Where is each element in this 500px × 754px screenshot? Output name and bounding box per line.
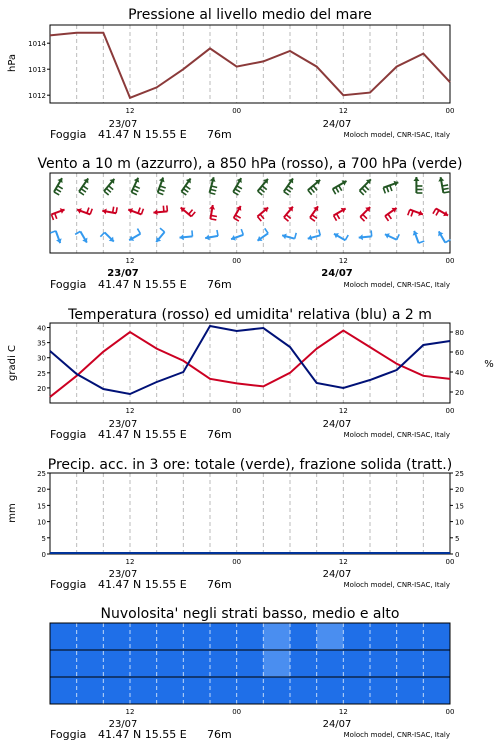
wind-coords: 41.47 N 15.55 E [98, 278, 187, 291]
cloud-cell [77, 623, 104, 650]
wind-head [413, 177, 419, 181]
wind-feather [113, 207, 114, 213]
cloud-date-2: 24/07 [322, 719, 352, 730]
precip-coords: 41.47 N 15.55 E [98, 578, 187, 591]
cloud-cell [183, 623, 210, 650]
wind-feather [81, 189, 86, 192]
y2-tick-label: 40 [455, 369, 464, 377]
wind-barbs [50, 177, 450, 243]
y-tick-label-right: 15 [455, 502, 464, 511]
wind-feather [141, 209, 143, 215]
cloud-cell [290, 623, 317, 650]
x-tick-label: 12 [338, 558, 348, 566]
wind-barb [233, 178, 242, 195]
precip-frame [50, 473, 450, 554]
cloud-cell [370, 623, 397, 650]
y-tick-label: 1013 [28, 66, 46, 75]
wind-feather [160, 228, 165, 232]
x-tick-label: 00 [232, 558, 242, 566]
temp-coords: 41.47 N 15.55 E [98, 428, 187, 441]
wind-barb [385, 208, 396, 221]
wind-head [359, 234, 363, 240]
wind-barb [104, 179, 114, 195]
temp-credit: Moloch model, CNR-ISAC, Italy [343, 431, 450, 439]
wind-feather [360, 191, 364, 195]
cloud-cell [263, 623, 290, 650]
wind-feather [50, 231, 56, 233]
cloud-cell [397, 650, 424, 677]
temp-ylabel: gradi C [7, 345, 18, 381]
wind-xticks [126, 257, 455, 265]
wind-barb [257, 208, 268, 222]
pressure-xticks [126, 107, 455, 115]
wind-feather [55, 213, 57, 219]
wind-feather [436, 210, 439, 215]
wind-feather [158, 193, 164, 195]
wind-feather [336, 187, 339, 192]
temp-gridlines [77, 323, 424, 403]
x-tick-label: 12 [125, 708, 135, 716]
wind-barb [100, 232, 113, 241]
y2-tick-label: 60 [455, 349, 464, 357]
cloud-cell [343, 650, 370, 677]
wind-feather [360, 217, 364, 221]
x-tick-label: 00 [445, 407, 455, 415]
wind-feather [333, 189, 336, 194]
wind-feather [100, 232, 104, 236]
cloud-panel [50, 606, 454, 741]
precip-date-1: 23/07 [108, 569, 138, 580]
wind-feather [87, 208, 89, 214]
wind-feather [442, 185, 448, 186]
wind-barb [131, 178, 139, 195]
pressure-title: Pressione al livello medio del mare [128, 7, 372, 23]
y-tick-label-right: 5 [455, 534, 460, 543]
wind-feather [51, 214, 53, 220]
wind-barb [334, 208, 346, 221]
wind-feather [83, 186, 88, 189]
wind-feather [106, 188, 111, 192]
precip-gridlines [77, 473, 424, 554]
wind-barb [129, 229, 140, 241]
cloud-cell [130, 623, 157, 650]
pressure-elev: 76m [207, 128, 232, 141]
cloud-cell [157, 650, 184, 677]
cloud-cell [317, 650, 344, 677]
wind-feather [75, 231, 80, 234]
precip-date-2: 24/07 [322, 569, 352, 580]
cloud-cell [103, 623, 130, 650]
wind-barb [210, 177, 218, 194]
x-tick-label: 00 [232, 257, 242, 265]
wind-feather [385, 216, 388, 221]
cloud-cells [50, 623, 451, 704]
wind-barb [258, 179, 268, 195]
wind-feather [58, 186, 63, 189]
wind-feather [109, 186, 114, 190]
wind-feather [310, 218, 315, 221]
precip-elev: 76m [207, 578, 232, 591]
wind-elev: 76m [207, 278, 232, 291]
cloud-cell [237, 650, 264, 677]
precip-station: Foggia [50, 578, 87, 591]
wind-feather [167, 205, 168, 211]
wind-barb [205, 230, 218, 240]
temperature-line [50, 331, 450, 397]
pressure-ylabel: hPa [7, 53, 18, 73]
cloud-cell [103, 677, 130, 704]
cloud-title: Nuvolosita' negli strati basso, medio e alto [100, 606, 400, 622]
y-tick-label-right: 20 [455, 486, 464, 495]
wind-head [205, 234, 209, 240]
wind-feather [211, 186, 217, 188]
temp-date-2: 24/07 [322, 419, 352, 430]
wind-feather [160, 186, 166, 188]
wind-feather [159, 189, 165, 191]
humidity-yticks [450, 329, 464, 397]
cloud-cell [130, 677, 157, 704]
cloud-coords: 41.47 N 15.55 E [98, 728, 187, 741]
y-tick-label-right: 0 [455, 551, 460, 559]
cloud-date-1: 23/07 [108, 719, 138, 730]
wind-title: Vento a 10 m (azzurro), a 850 hPa (rosso), a 700 hPa (verde) [37, 156, 463, 172]
y-tick-label-right: 10 [455, 518, 464, 527]
pressure-line [50, 33, 450, 98]
cloud-cell [263, 650, 290, 677]
x-tick-label: 12 [125, 558, 135, 566]
wind-feather [265, 228, 268, 233]
cloud-cell [423, 677, 450, 704]
wind-feather [408, 210, 410, 216]
wind-feather [185, 186, 190, 189]
wind-feather [371, 230, 372, 236]
wind-barb [51, 208, 64, 220]
cloud-cell [50, 650, 77, 677]
x-tick-label: 12 [338, 257, 348, 265]
wind-feather [363, 214, 367, 218]
wind-feather [284, 217, 289, 221]
wind-barb [79, 178, 88, 195]
wind-date-2: 24/07 [321, 268, 353, 279]
wind-feather [56, 189, 61, 192]
precip-panel [7, 457, 464, 591]
wind-feather [131, 192, 136, 195]
wind-feather [337, 214, 340, 219]
x-tick-label: 12 [338, 407, 348, 415]
wind-feather [383, 188, 385, 194]
wind-barb [383, 181, 398, 194]
wind-feather [362, 188, 366, 192]
precip-credit: Moloch model, CNR-ISAC, Italy [343, 581, 450, 589]
wind-barb [308, 230, 321, 241]
wind-feather [308, 190, 312, 195]
x-tick-label: 12 [338, 708, 348, 716]
wind-barb [181, 208, 196, 217]
wind-feather [104, 191, 109, 195]
cloud-xticks [126, 708, 455, 716]
wind-barb [102, 207, 117, 215]
wind-panel [37, 156, 462, 291]
wind-feather [419, 241, 425, 243]
wind-head [153, 209, 157, 215]
wind-feather [138, 208, 140, 214]
wind-barb [284, 178, 293, 195]
wind-feather [79, 192, 84, 195]
cloud-cell [183, 677, 210, 704]
x-tick-label: 00 [445, 257, 455, 265]
y-tick-label: 40 [37, 324, 46, 333]
cloud-cell [183, 650, 210, 677]
wind-feather [433, 209, 436, 214]
wind-barb [156, 228, 164, 242]
y2-tick-label: 20 [455, 389, 464, 397]
pressure-panel [7, 7, 454, 141]
wind-barb [54, 178, 63, 195]
wind-barb [50, 231, 62, 243]
cloud-cell [50, 677, 77, 704]
cloud-cell [317, 677, 344, 704]
y-tick-label: 5 [41, 534, 46, 543]
x-tick-label: 00 [445, 558, 455, 566]
cloud-cell [343, 623, 370, 650]
y-tick-label-right: 25 [455, 470, 464, 478]
wind-barb [158, 177, 166, 194]
cloud-cell [290, 650, 317, 677]
y-tick-label: 35 [37, 339, 46, 348]
wind-feather [134, 186, 139, 189]
wind-barb [308, 180, 320, 195]
y-tick-label: 20 [37, 486, 46, 495]
wind-barb [438, 177, 449, 193]
wind-barb [413, 177, 422, 193]
precip-yticks [37, 470, 464, 559]
pressure-date-1: 23/07 [108, 119, 138, 130]
pressure-station: Foggia [50, 128, 87, 141]
wind-barb [360, 179, 371, 195]
wind-credit: Moloch model, CNR-ISAC, Italy [343, 281, 450, 289]
wind-feather [311, 188, 315, 193]
wind-barb [408, 210, 423, 217]
wind-barb [284, 207, 293, 222]
wind-barb [433, 209, 448, 217]
y-tick-label: 10 [37, 518, 46, 527]
wind-barb [77, 208, 92, 215]
cloud-cell [130, 650, 157, 677]
wind-feather [237, 186, 242, 189]
temp-humidity-panel [7, 307, 494, 441]
precip-ylabel: mm [7, 503, 18, 523]
wind-feather [181, 192, 186, 195]
wind-feather [192, 230, 193, 236]
wind-feather [390, 185, 392, 191]
wind-barb [333, 180, 347, 194]
cloud-cell [370, 650, 397, 677]
cloud-cell [237, 677, 264, 704]
cloud-cell [210, 677, 237, 704]
wind-barb [334, 233, 348, 240]
temp-elev: 76m [207, 428, 232, 441]
wind-gridlines [77, 173, 424, 253]
wind-feather [443, 188, 449, 189]
x-tick-label: 12 [125, 107, 135, 115]
cloud-cell [290, 677, 317, 704]
wind-barb [282, 233, 296, 239]
wind-feather [339, 186, 342, 191]
pressure-coords: 41.47 N 15.55 E [98, 128, 187, 141]
cloud-cell [343, 677, 370, 704]
pressure-yticks [28, 40, 50, 100]
wind-feather [210, 219, 216, 220]
cloud-cell [210, 623, 237, 650]
cloud-cell [77, 677, 104, 704]
wind-barb [438, 231, 450, 242]
y-tick-label: 0 [41, 551, 46, 559]
cloud-cell [423, 623, 450, 650]
wind-feather [163, 206, 164, 212]
precip-title: Precip. acc. in 3 ore: totale (verde), frazione solida (tratt.) [47, 457, 453, 473]
y-tick-label: 25 [37, 470, 46, 478]
cloud-cell [263, 677, 290, 704]
x-tick-label: 00 [445, 708, 455, 716]
cloud-cell [103, 650, 130, 677]
temp-yticks [37, 325, 50, 393]
cloud-cell [397, 623, 424, 650]
temp-date-1: 23/07 [108, 419, 138, 430]
wind-head [180, 234, 184, 240]
wind-feather [319, 230, 321, 236]
wind-feather [443, 192, 449, 193]
wind-feather [364, 186, 368, 190]
cloud-elev: 76m [207, 728, 232, 741]
temp-station: Foggia [50, 428, 87, 441]
y-tick-label: 30 [37, 354, 46, 363]
cloud-cell [210, 650, 237, 677]
wind-feather [54, 192, 59, 195]
wind-feather [235, 189, 240, 192]
wind-barb [128, 208, 143, 215]
cloud-cell [397, 677, 424, 704]
cloud-cell [157, 677, 184, 704]
wind-feather [217, 230, 218, 236]
wind-barb [153, 205, 167, 215]
x-tick-label: 00 [232, 708, 242, 716]
wind-feather [191, 212, 195, 217]
wind-feather [233, 192, 238, 195]
wind-feather [210, 189, 216, 191]
x-tick-label: 12 [125, 407, 135, 415]
wind-feather [189, 210, 193, 215]
x-tick-label: 00 [445, 107, 455, 115]
cloud-credit: Moloch model, CNR-ISAC, Italy [343, 731, 450, 739]
wind-barb [257, 228, 268, 241]
x-tick-label: 00 [232, 107, 242, 115]
pressure-date-2: 24/07 [322, 119, 352, 130]
wind-feather [345, 235, 348, 240]
wind-barb [180, 230, 193, 240]
wind-feather [388, 214, 391, 219]
cloud-cell [50, 623, 77, 650]
wind-feather [258, 191, 263, 195]
wind-feather [334, 216, 337, 221]
wind-feather [387, 187, 389, 193]
wind-feather [257, 216, 261, 221]
wind-feather [133, 189, 138, 192]
wind-barb [181, 178, 190, 195]
wind-feather [211, 215, 217, 216]
x-tick-label: 12 [338, 107, 348, 115]
x-tick-label: 12 [125, 257, 135, 265]
wind-barb [360, 207, 370, 221]
wind-feather [116, 207, 117, 213]
wind-feather [295, 233, 297, 239]
wind-feather [284, 192, 289, 195]
y-tick-label: 1012 [28, 92, 46, 101]
wind-feather [241, 229, 243, 235]
wind-barb [234, 206, 242, 221]
cloud-cell [77, 650, 104, 677]
y-tick-label: 25 [37, 369, 46, 378]
pressure-credit: Moloch model, CNR-ISAC, Italy [343, 131, 450, 139]
wind-barb [231, 229, 243, 241]
wind-station: Foggia [50, 278, 87, 291]
cloud-cell [317, 623, 344, 650]
wind-feather [137, 229, 140, 234]
wind-date-1: 23/07 [107, 268, 139, 279]
wind-barb [413, 231, 425, 243]
cloud-cell [370, 677, 397, 704]
temp-title: Temperatura (rosso) ed umidita' relativa (blu) a 2 m [68, 307, 432, 323]
wind-feather [183, 189, 188, 192]
cloud-cell [237, 623, 264, 650]
y-tick-label: 1014 [28, 40, 46, 49]
temp-xticks [126, 407, 455, 415]
wind-barb [209, 205, 217, 220]
cloud-cell [423, 650, 450, 677]
wind-head [438, 177, 444, 181]
cloud-station: Foggia [50, 728, 87, 741]
y2-tick-label: 80 [455, 329, 464, 337]
y-tick-label: 15 [37, 502, 46, 511]
wind-feather [90, 209, 92, 215]
humidity-ylabel: % [484, 359, 494, 370]
y-tick-label: 20 [37, 384, 46, 393]
precip-xticks [126, 558, 455, 566]
cloud-cell [157, 623, 184, 650]
x-tick-label: 00 [232, 407, 242, 415]
wind-feather [411, 211, 413, 217]
